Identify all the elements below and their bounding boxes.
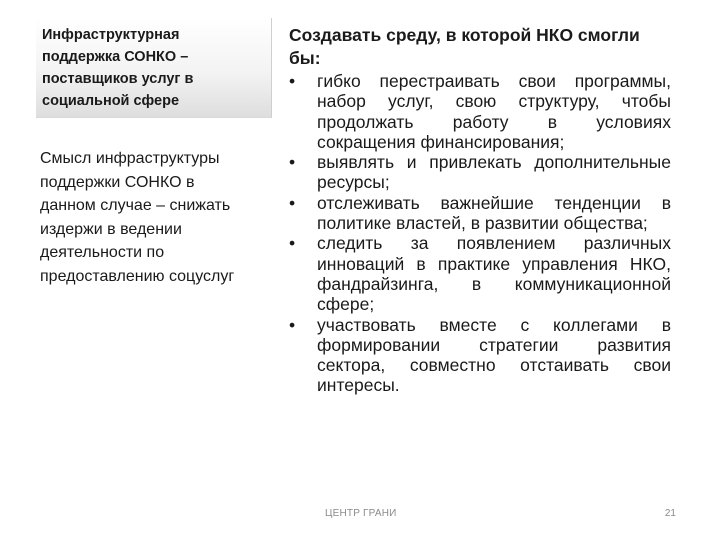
bullet-dot-icon: • [289, 233, 296, 254]
bullet-item [289, 193, 671, 234]
bullet-text: следить за появлением различных инноваций в практике управления НКО, фандрайзинга, в коммуникационной сфере; [317, 233, 671, 315]
bullet-dot-icon: • [289, 152, 296, 173]
title-line: поставщиков услуг в [42, 71, 194, 87]
description-line: деятельности по [40, 244, 165, 261]
bullet-text: гибко перестраивать свои программы, набор услуг, свою структуру, чтобы продолжать работу в условиях сокращения финансирования; [317, 71, 671, 152]
title-line: Инфраструктурная [42, 27, 180, 43]
footer-organization: ЦЕНТР ГРАНИ [325, 508, 397, 519]
bullet-list [289, 71, 671, 396]
description-line: поддержки СОНКО в [40, 173, 195, 191]
left-description [40, 147, 276, 288]
bullet-item [289, 152, 671, 193]
bullet-item [289, 71, 671, 152]
page-number: 21 [664, 508, 676, 519]
bullet-dot-icon: • [289, 71, 296, 91]
bullet-text: отслеживать важнейшие тенденции в политике властей, в развитии общества; [317, 192, 671, 234]
title-box [36, 18, 272, 118]
title-line: социальной сфере [42, 93, 180, 109]
content-heading: Создавать среду, в которой НКО смогли бы: [289, 25, 640, 68]
bullet-item [289, 315, 671, 396]
bullet-dot-icon: • [289, 192, 296, 213]
bullet-text: выявлять и привлекать дополнительные ресурсы; [317, 152, 671, 193]
description-line: издержи в ведении [40, 220, 182, 238]
description-line: Смысл инфраструктуры [40, 150, 220, 167]
right-content [289, 24, 671, 396]
description-line: данном случае – снижать [40, 197, 231, 214]
bullet-dot-icon: • [289, 314, 296, 335]
description-line: предоставлению соцуслуг [40, 267, 235, 285]
bullet-text: участвовать вместе с коллегами в формировании стратегии развития сектора, совместно отстаивать свои интересы. [317, 314, 671, 396]
bullet-item [289, 233, 671, 314]
title-line: поддержка СОНКО – [42, 49, 189, 65]
